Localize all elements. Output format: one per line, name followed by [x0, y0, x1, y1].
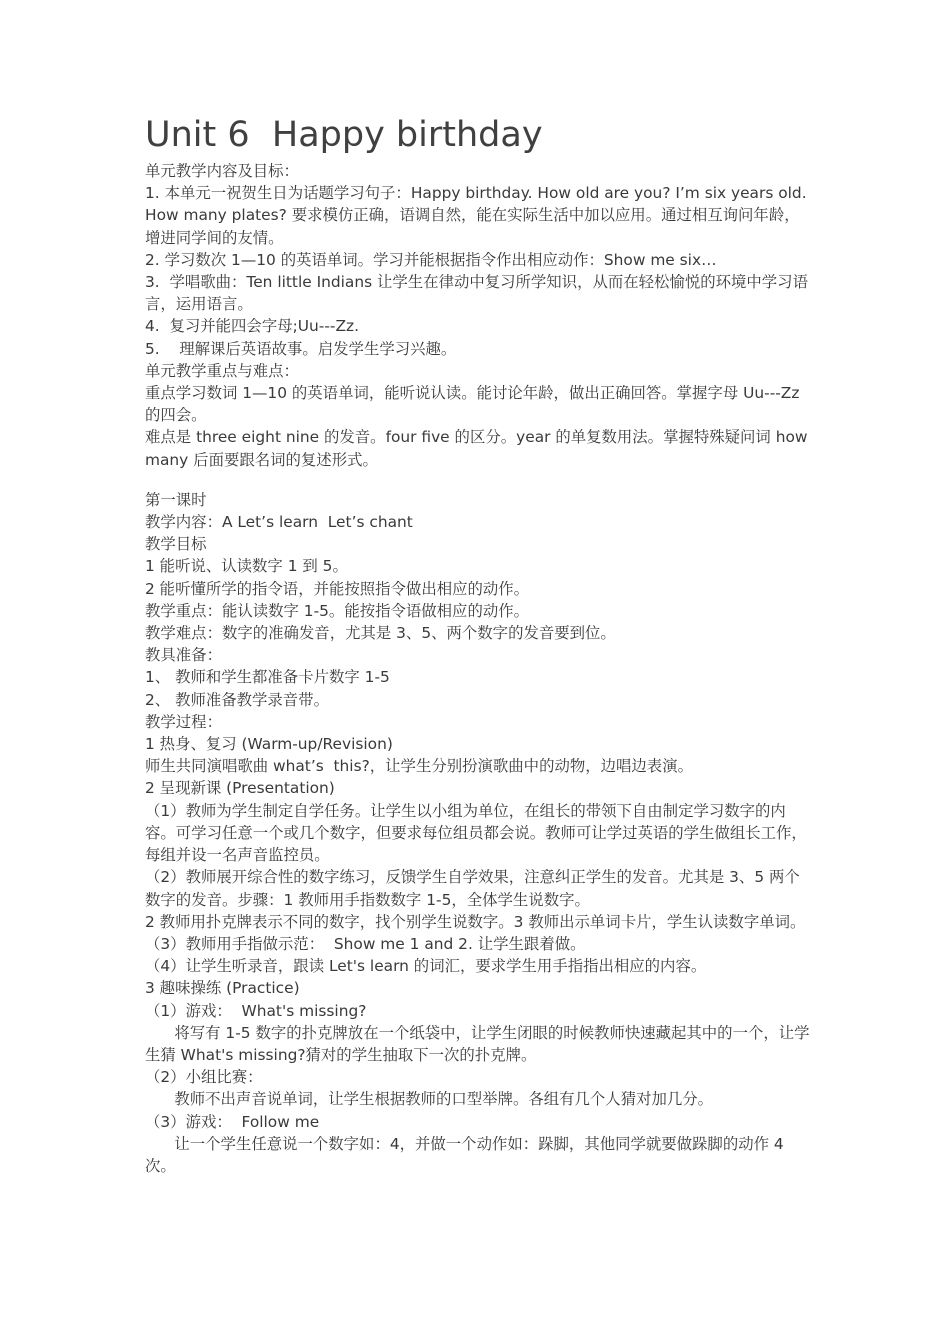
paragraph-goal-1: 1. 本单元一祝贺生日为话题学习句子：Happy birthday. How old are you? I’m six years old. How many plates? 要求模仿正确，语调自然，能在实际生活中加以应用。通过相互询问年龄，增进同学间的友情。	[145, 184, 812, 247]
document-title: Unit 6 Happy birthday	[145, 115, 543, 155]
paragraph-game-1-title: （1）游戏： What's missing?	[145, 1001, 367, 1020]
paragraph-goal-4: 4. 复习并能四会字母;Uu---Zz.	[145, 317, 359, 336]
paragraph-key-points: 重点学习数词 1—10 的英语单词，能听说认读。能讨论年龄，做出正确回答。掌握字母 Uu---Zz 的四会。	[145, 384, 805, 425]
paragraph-goal-5: 5. 理解课后英语故事。启发学生学习兴趣。	[145, 339, 457, 358]
paragraph-game-1: 将写有 1-5 数字的扑克牌放在一个纸袋中，让学生闭眼的时候教师快速藏起其中的一个，让学生猜 What's missing?猜对的学生抽取下一次的扑克牌。	[145, 1023, 810, 1064]
paragraph-teaching-goal-1: 1 能听说、认读数字 1 到 5。	[145, 557, 348, 576]
paragraph-material-1: 1、 教师和学生都准备卡片数字 1-5	[145, 668, 390, 687]
document-body	[145, 112, 813, 1177]
paragraph-materials-heading: 教具准备：	[145, 646, 222, 665]
paragraph-game-3-title: （3）游戏： Follow me	[145, 1112, 320, 1131]
paragraph-material-2: 2、 教师准备教学录音带。	[145, 690, 329, 709]
paragraph-teaching-goals-heading: 教学目标	[145, 535, 207, 554]
paragraph-unit-goals-heading: 单元教学内容及目标：	[145, 162, 299, 180]
paragraph-teaching-goal-2: 2 能听懂所学的指令语，并能按照指令做出相应的动作。	[145, 579, 530, 598]
paragraph-lesson-one: 第一课时	[145, 490, 207, 509]
paragraph-warmup: 师生共同演唱歌曲 what’s this?，让学生分别扮演歌曲中的动物，边唱边表演。	[145, 757, 693, 776]
paragraph-key-points-heading: 单元教学重点与难点：	[145, 361, 299, 380]
paragraph-game-2: 教师不出声音说单词，让学生根据教师的口型举牌。各组有几个人猜对加几分。	[145, 1090, 714, 1109]
paragraph-game-2-title: （2）小组比赛：	[145, 1068, 263, 1087]
paragraph-goal-3: 3. 学唱歌曲：Ten little Indians 让学生在律动中复习所学知识，从而在轻松愉悦的环境中学习语言，运用语言。	[145, 273, 808, 314]
paragraph-goal-2: 2. 学习数次 1—10 的英语单词。学习并能根据指令作出相应动作：Show me six…	[145, 250, 717, 269]
paragraph-practice-heading: 3 趣味操练 (Practice)	[145, 979, 300, 998]
paragraph-presentation-heading: 2 呈现新课 (Presentation)	[145, 779, 335, 798]
paragraph-presentation-1: （1）教师为学生制定自学任务。让学生以小组为单位，在组长的带领下自由制定学习数字的内容。可学习任意一个或几个数字，但要求每位组员都会说。教师可让学过英语的学生做组长工作，每组并设一名声音监控员。	[145, 801, 807, 865]
blank-line	[145, 471, 810, 489]
paragraph-game-3: 让一个学生任意说一个数字如：4，并做一个动作如：跺脚，其他同学就要做跺脚的动作 4 次。	[145, 1134, 789, 1175]
paragraph-teaching-content: 教学内容：A Let’s learn Let’s chant	[145, 513, 413, 532]
paragraph-presentation-2-cont: 2 教师用扑克牌表示不同的数字，找个别学生说数字。3 教师出示单词卡片，学生认读数字单词。	[145, 912, 806, 931]
paragraph-process-heading: 教学过程：	[145, 712, 222, 731]
paragraph-warmup-heading: 1 热身、复习 (Warm-up/Revision)	[145, 735, 393, 754]
paragraph-presentation-3: （3）教师用手指做示范： Show me 1 and 2. 让学生跟着做。	[145, 934, 586, 953]
paragraph-teaching-focus: 教学重点：能认读数字 1-5。能按指令语做相应的动作。	[145, 601, 530, 620]
paragraph-presentation-2: （2）教师展开综合性的数字练习，反馈学生自学效果，注意纠正学生的发音。尤其是 3、5 两个数字的发音。步骤：1 教师用手指数数字 1-5，全体学生说数字。	[145, 868, 800, 909]
paragraph-presentation-4: （4）让学生听录音，跟读 Let's learn 的词汇，要求学生用手指指出相应的内容。	[145, 957, 707, 976]
paragraph-teaching-difficulty: 教学难点：数字的准确发音，尤其是 3、5、两个数字的发音要到位。	[145, 624, 616, 643]
paragraph-difficulties: 难点是 three eight nine 的发音。four five 的区分。year 的单复数用法。掌握特殊疑问词 how many 后面要跟名词的复述形式。	[145, 428, 813, 469]
